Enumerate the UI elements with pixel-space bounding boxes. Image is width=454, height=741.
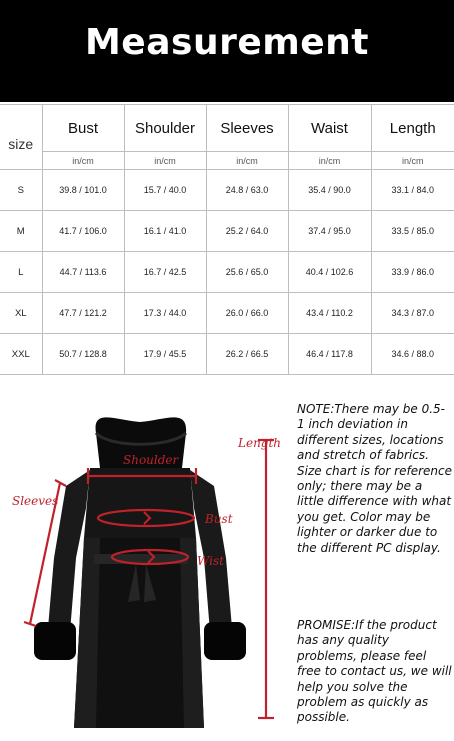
table-cell: 34.3 / 87.0 bbox=[371, 293, 454, 334]
length-label: Length bbox=[238, 436, 282, 450]
title-banner bbox=[0, 0, 454, 102]
bust-label: Bust bbox=[205, 512, 233, 526]
size-label: M bbox=[0, 211, 42, 252]
unit-label: in/cm bbox=[371, 152, 454, 170]
size-chart-table bbox=[0, 104, 454, 375]
table-cell: 16.7 / 42.5 bbox=[124, 252, 206, 293]
table-cell: 44.7 / 113.6 bbox=[42, 252, 124, 293]
table-cell: 17.3 / 44.0 bbox=[124, 293, 206, 334]
column-header-bust: Bust bbox=[42, 105, 124, 152]
table-row bbox=[0, 293, 454, 334]
coat-measurement-diagram bbox=[0, 388, 290, 741]
table-row bbox=[0, 334, 454, 375]
table-cell: 24.8 / 63.0 bbox=[206, 170, 288, 211]
table-cell: 41.7 / 106.0 bbox=[42, 211, 124, 252]
table-cell: 43.4 / 110.2 bbox=[288, 293, 371, 334]
table-cell: 26.2 / 66.5 bbox=[206, 334, 288, 375]
table-cell: 16.1 / 41.0 bbox=[124, 211, 206, 252]
table-cell: 25.2 / 64.0 bbox=[206, 211, 288, 252]
table-cell: 39.8 / 101.0 bbox=[42, 170, 124, 211]
table-cell: 33.9 / 86.0 bbox=[371, 252, 454, 293]
column-header-waist: Waist bbox=[288, 105, 371, 152]
column-header-length: Length bbox=[371, 105, 454, 152]
table-cell: 15.7 / 40.0 bbox=[124, 170, 206, 211]
size-label: XXL bbox=[0, 334, 42, 375]
table-cell: 40.4 / 102.6 bbox=[288, 252, 371, 293]
table-cell: 47.7 / 121.2 bbox=[42, 293, 124, 334]
unit-label: in/cm bbox=[288, 152, 371, 170]
table-row bbox=[0, 211, 454, 252]
unit-label: in/cm bbox=[124, 152, 206, 170]
shoulder-label: Shoulder bbox=[123, 453, 179, 467]
column-header-shoulder: Shoulder bbox=[124, 105, 206, 152]
size-label: XL bbox=[0, 293, 42, 334]
sleeves-label: Sleeves bbox=[12, 494, 59, 508]
table-cell: 35.4 / 90.0 bbox=[288, 170, 371, 211]
table-cell: 37.4 / 95.0 bbox=[288, 211, 371, 252]
table-unit-row bbox=[0, 152, 454, 170]
size-column-header: size bbox=[0, 105, 42, 170]
size-label: S bbox=[0, 170, 42, 211]
table-row bbox=[0, 170, 454, 211]
table-cell: 33.5 / 85.0 bbox=[371, 211, 454, 252]
table-cell: 25.6 / 65.0 bbox=[206, 252, 288, 293]
table-cell: 34.6 / 88.0 bbox=[371, 334, 454, 375]
size-note: NOTE:There may be 0.5-1 inch deviation in different sizes, locations and stretch of fabrics. Size chart is for reference only; there may be a little difference with what you get. Color may be lighter or darker due to the different PC display. bbox=[297, 402, 452, 555]
table-cell: 33.1 / 84.0 bbox=[371, 170, 454, 211]
page-title: Measurement bbox=[84, 22, 370, 63]
quality-promise: PROMISE:If the product has any quality problems, please feel free to contact us, we will help you solve the problem as quickly as possible. bbox=[297, 618, 452, 725]
table-row bbox=[0, 252, 454, 293]
table-cell: 50.7 / 128.8 bbox=[42, 334, 124, 375]
table-cell: 46.4 / 117.8 bbox=[288, 334, 371, 375]
waist-label: Wist bbox=[197, 554, 224, 568]
table-cell: 17.9 / 45.5 bbox=[124, 334, 206, 375]
table-header-row bbox=[0, 105, 454, 152]
unit-label: in/cm bbox=[42, 152, 124, 170]
size-label: L bbox=[0, 252, 42, 293]
unit-label: in/cm bbox=[206, 152, 288, 170]
column-header-sleeves: Sleeves bbox=[206, 105, 288, 152]
table-cell: 26.0 / 66.0 bbox=[206, 293, 288, 334]
